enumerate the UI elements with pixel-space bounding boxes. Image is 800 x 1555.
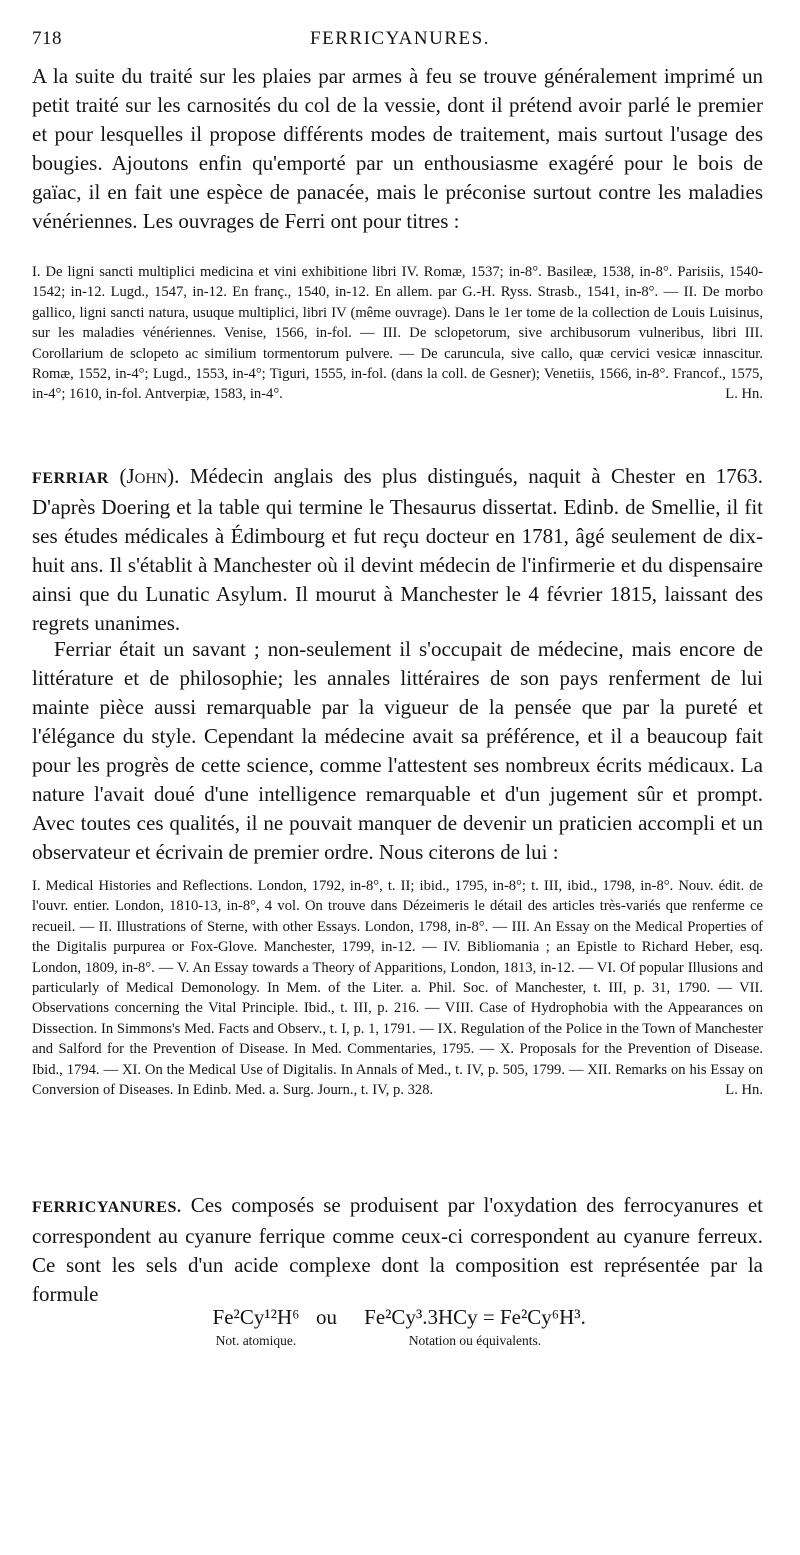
ferri-closing-paragraph: A la suite du traité sur les plaies par armes à feu se trouve généralement imprimé un petit traité sur les carnosités du col de la vessie, dont il prétend avoir parlé le premier et pour lesquelles il propose différents modes de traitement, mais surtout l'usage des bougies. Ajoutons enfin qu'emporté par un enthousiasme exagéré pour le bois de gaïac, il en fait une espèce de panacée, mais le préconise surtout contre les maladies vénériennes. Les ouvrages de Ferri ont pour titres : [32, 64, 763, 233]
chemical-formula [0, 1305, 800, 1365]
formula-separator: ou [316, 1305, 337, 1329]
ferriar-given-name: (John). [119, 464, 180, 488]
ferricyanures-entry [32, 1191, 763, 1309]
page-number: 718 [32, 28, 62, 49]
ferriar-author-signature: L. Hn. [725, 1082, 763, 1099]
ferri-author-signature: L. Hn. [725, 386, 763, 403]
ferriar-biography: Médecin anglais des plus distingués, naquit à Chester en 1763. D'après Doering et la table qui termine le Thesaurus dissertat. Edinb. de Smellie, il fit ses études médicales à Édimbourg et fut reçu docteur en 1781, âgé seulement de dix-huit ans. Il s'établit à Manchester où il devint médecin de l'infirmerie et du dispensaire ainsi que du Lunatic Asylum. Il mourut à Manchester le 4 février 1815, laissant des regrets unanimes. [32, 464, 764, 635]
ferricyanures-headword: FERRICYANURES. [32, 1199, 182, 1216]
ferriar-headword: FERRIAR [32, 470, 110, 487]
ferriar-bibliography-text: I. Medical Histories and Reflections. London, 1792, in-8°, t. II; ibid., 1795, in-8°; t. III, ibid., 1798, in-8°. Nouv. édit. de l'ouvr. entier. London, 1810-13, in-8°, 4 vol. On trouve dans Dézeimeris le détail des articles très-variés que renferme ce recueil. — II. Illustrations of Sterne, with other Essays. London, 1798, in-8°. — III. An Essay on the Medical Properties of the Digitalis purpurea or Fox-Glove. Manchester, 1799, in-12. — IV. Bibliomania ; an Epistle to Richard Heber, esq. London, 1809, in-8°. — V. An Essay towards a Theory of Apparitions, London, 1813, in-12. — VI. Of popular Illusions and particularly of Medical Demonology. In Mem. of the Liter. a. Phil. Soc. of Manchester, t. III, p. 31, 1790. — VII. Observations concerning the Vital Principle. Ibid., t. III, p. 216. — VIII. Case of Hydrophobia with the Appearances on Dissection. In Simmons's Med. Facts and Observ., t. I, p. 1, 1791. — IX. Regulation of the Police in the Town of Manchester and Salford for the Prevention of Disease. In Med. Commentaries, 1795. — X. Proposals for the Prevention of Disease. Ibid., 1794. — XI. On the Medical Use of Digitalis. In Annals of Med., t. IV, p. 505, 1799. — XII. Remarks on his Essay on Conversion of Diseases. In Edinb. Med. a. Surg. Journ., t. IV, p. 328. [32, 878, 763, 1099]
running-head [32, 28, 768, 56]
ferri-bibliography-text: I. De ligni sancti multiplici medicina et vini exhibitione libri IV. Romæ, 1537; in-8°. Basileæ, 1538, in-8°. Parisiis, 1540-1542; in-12. Lugd., 1547, in-12. En franç., 1540, in-12. En allem. par G.-H. Ryss. Strasb., 1541, in-8°. — II. De morbo gallico, ligni sancti natura, usuque multiplici, libri IV (même ouvrage). Dans le 1er tome de la collection de Louis Luisinus, sur les maladies vénériennes. Venise, 1566, in-fol. — III. De sclopetorum, sive archibusorum vulneribus, libri III. Corollarium de sclopeto ac similium tormentorum pulvere. — De caruncula, sive callo, quæ cervici vesicæ innascitur. Romæ, 1552, in-4°; Lugd., 1553, in-4°; Tiguri, 1555, in-fol. (dans la coll. de Gesner); Venetiis, 1566, in-8°. Francof., 1575, in-4°; 1610, in-fol. Antverpiæ, 1583, in-4°. [32, 264, 763, 403]
ferriar-bibliography [32, 876, 763, 1100]
formula-atomic-notation [196, 1305, 316, 1349]
formula-atomic-caption: Not. atomique. [215, 1333, 297, 1348]
formula-equivalent-caption: Notation ou équivalents. [408, 1333, 542, 1348]
ferricyanures-definition: Ces composés se produisent par l'oxydation des ferrocyanures et correspondent au cyanure ferrique comme ceux-ci correspondent au cyanure ferreux. Ce sont les sels d'un acide complexe dont la composition est représentée par la formule [32, 1193, 764, 1306]
formula-equivalent-expression: Fe²Cy³.3HCy = Fe²Cy⁶H³. [364, 1305, 586, 1329]
formula-atomic-expression: Fe²Cy¹²H⁶ [212, 1305, 300, 1329]
formula-equivalent-notation [355, 1305, 595, 1349]
ferriar-entry [32, 462, 763, 638]
ferriar-assessment-paragraph: Ferriar était un savant ; non-seulement il s'occupait de médecine, mais encore de littérature et de philosophie; les annales littéraires de son pays renferment de lui mainte pièce aussi remarquable par la vigueur de la pensée que par la pureté et l'élégance du style. Cependant la médecine avait sa préférence, et il a beaucoup fait pour les progrès de cette science, comme l'attestent ses nombreux écrits médicaux. La nature l'avait doué d'une intelligence remarquable et d'un jugement sûr et prompt. Avec toutes ces qualités, il ne pouvait manquer de devenir un praticien accompli et un observateur et écrivain de premier ordre. Nous citerons de lui : [32, 637, 763, 864]
ferri-bibliography [32, 262, 763, 405]
running-title: FERRICYANURES. [310, 28, 490, 49]
